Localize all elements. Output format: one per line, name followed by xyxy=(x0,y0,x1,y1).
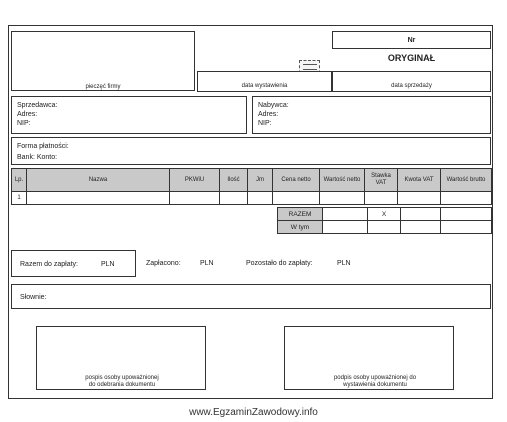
cell-pkwiu xyxy=(170,192,220,205)
col-header-vat-rate: Stawka VAT xyxy=(365,169,398,192)
seller-title: Sprzedawca: xyxy=(17,102,58,109)
invoice-number-label: Nr xyxy=(407,37,416,44)
seller-address: Adres: xyxy=(17,111,38,118)
info-icon-lines xyxy=(303,64,317,70)
buyer-nip: NIP: xyxy=(258,120,272,127)
watermark-url: www.EgzaminZawodowy.info xyxy=(189,407,318,418)
company-stamp-label: pieczęć firmy xyxy=(85,84,121,90)
col-header-net-value: Wartość netto xyxy=(320,169,365,192)
col-header-gross-value: Wartość brutto xyxy=(441,169,492,192)
buyer-title: Nabywca: xyxy=(258,102,289,109)
in-words-box xyxy=(11,284,491,309)
totals-sum-vat xyxy=(401,208,441,221)
totals-incl-row xyxy=(278,221,492,234)
table-row xyxy=(12,192,492,205)
company-stamp-box xyxy=(11,31,195,91)
issuer-signature-box xyxy=(284,326,454,390)
remaining-label: Pozostało do zapłaty: xyxy=(246,260,313,267)
sale-date-box xyxy=(332,71,491,92)
cell-gross-value xyxy=(441,192,492,205)
totals-incl-vat xyxy=(401,221,441,234)
to-pay-label: Razem do zapłaty: xyxy=(20,261,78,268)
issue-date-box xyxy=(197,71,332,92)
buyer-box xyxy=(252,96,491,134)
col-header-unit: Jm xyxy=(248,169,273,192)
totals-incl-net xyxy=(323,221,368,234)
totals-sum-label: RAZEM xyxy=(278,208,323,221)
receiver-signature-box xyxy=(36,326,206,390)
totals-incl-label: W tym xyxy=(278,221,323,234)
col-header-vat-amount: Kwota VAT xyxy=(398,169,441,192)
paid-currency: PLN xyxy=(200,260,214,267)
items-table xyxy=(11,168,492,205)
in-words-label: Słownie: xyxy=(20,294,47,301)
cell-net-value xyxy=(320,192,365,205)
totals-sum-net xyxy=(323,208,368,221)
issue-date-label: data wystawienia xyxy=(241,83,288,89)
remaining-currency: PLN xyxy=(337,260,351,267)
col-header-net-price: Cena netto xyxy=(273,169,320,192)
seller-nip: NIP: xyxy=(17,120,31,127)
cell-quantity xyxy=(220,192,248,205)
sale-date-label: data sprzedaży xyxy=(391,83,432,89)
totals-table xyxy=(277,207,492,234)
cell-net-price xyxy=(273,192,320,205)
bank-account-label: Bank: Konto: xyxy=(17,154,58,161)
totals-sum-row xyxy=(278,208,492,221)
col-header-pkwiu: PKWiU xyxy=(170,169,220,192)
col-header-quantity: Ilość xyxy=(220,169,248,192)
to-pay-box xyxy=(11,250,136,277)
to-pay-currency: PLN xyxy=(101,261,115,268)
totals-incl-gross xyxy=(441,221,492,234)
cell-name xyxy=(27,192,170,205)
buyer-address: Adres: xyxy=(258,111,279,118)
payment-method-label: Forma płatności: xyxy=(17,143,69,150)
totals-sum-rate: X xyxy=(368,208,401,221)
copy-type-label: ORYGINAŁ xyxy=(387,53,436,63)
invoice-number-box xyxy=(332,31,491,49)
seller-box xyxy=(11,96,247,134)
cell-unit xyxy=(248,192,273,205)
cell-lp: 1 xyxy=(12,192,27,205)
issuer-signature-label: podpis osoby upoważnionej do wystawienia dokumentu xyxy=(333,375,417,388)
payment-box xyxy=(11,137,491,165)
items-header-row xyxy=(12,169,492,192)
paid-label: Zapłacono: xyxy=(146,260,181,267)
cell-vat-rate xyxy=(365,192,398,205)
totals-sum-gross xyxy=(441,208,492,221)
col-header-name: Nazwa xyxy=(27,169,170,192)
col-header-lp: Lp. xyxy=(12,169,27,192)
totals-incl-rate xyxy=(368,221,401,234)
receiver-signature-label: pospis osoby upoważnionej do odebrania dokumentu xyxy=(85,375,159,388)
cell-vat-amount xyxy=(398,192,441,205)
